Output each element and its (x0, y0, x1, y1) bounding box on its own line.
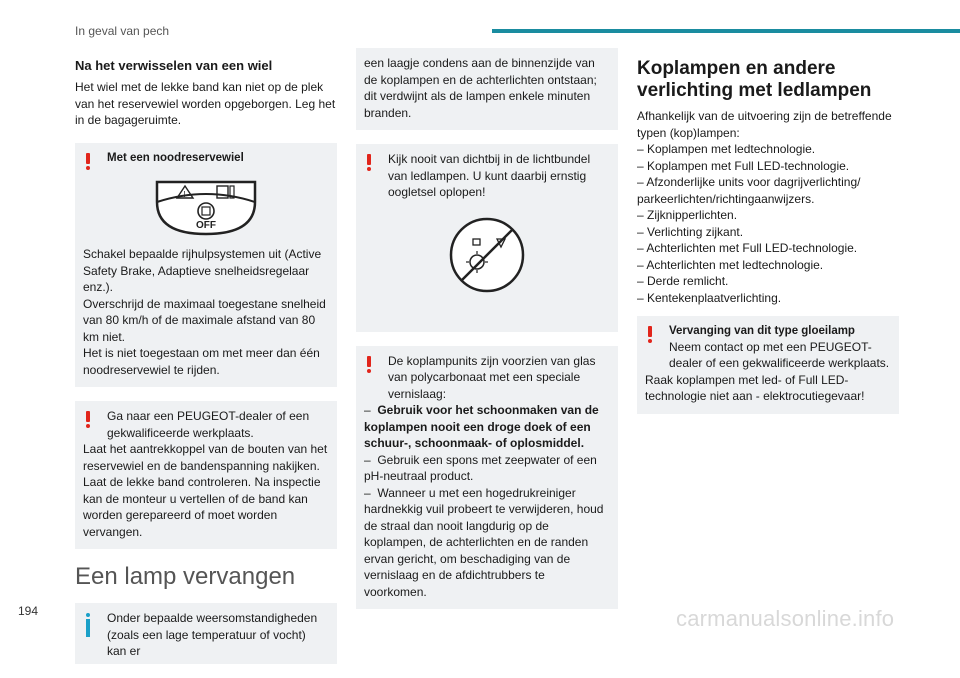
warning-bullet-2-text: Gebruik een spons met zeepwater of een pH-neutraal product. (364, 452, 597, 483)
list-item: – Achterlichten met ledtechnologie. (637, 257, 824, 272)
warning-bullet-1: – Gebruik voor het schoonmaken van de koplampen nooit een droge doek of een schuur-, schoonmaak- of oplosmiddel. (364, 403, 599, 450)
warning-icon (367, 154, 371, 170)
heading-wheel-change: Na het verwisselen van een wiel (75, 58, 273, 73)
warning-title: Vervanging van dit type gloeilamp (669, 325, 855, 337)
info-icon (86, 613, 90, 637)
watermark: carmanualsonline.info (676, 606, 895, 631)
warning-icon (86, 411, 90, 427)
list-item: – Verlichting zijkant. (637, 224, 744, 239)
warning-text-2: Overschrijd de maximaal toegestane snelheid van 80 km/h of de maximale afstand van 80 km niet. (83, 296, 326, 344)
warning-box-spare-wheel (75, 143, 337, 388)
warning-text-3: Het is niet toegestaan om met meer dan één noodreservewiel te rijden. (83, 346, 320, 377)
led-lamp-list (637, 141, 899, 306)
warning-icon (367, 356, 371, 372)
column-3 (637, 48, 899, 428)
led-intro: Afhankelijk van de uitvoering zijn de betreffende typen (kop)lampen: (637, 109, 892, 140)
running-header: In geval van pech (75, 24, 170, 38)
warning-bullet-1-text: Gebruik voor het schoonmaken van de koplampen nooit een droge doek of een schuur-, schoonmaak- of oplosmiddel. (364, 403, 599, 450)
warning-text-1: Schakel bepaalde rijhulpsystemen uit (Active Safety Brake, Adaptieve snelheidsregelaar enz.). (83, 247, 322, 294)
info-box-condensation (75, 603, 337, 664)
warning-bullet-3: – Wanneer u met een hogedrukreiniger hardnekkig vuil probeert te verwijderen, houd de straal dan nooit langdurig op de koplampen, de achterlichten en de randen ervan gericht, om beschadiging van de vernislaag en de afdichtrubbers te voorkomen. (364, 485, 604, 599)
list-item: – Zijknipperlichten. (637, 208, 738, 222)
warning-led-text: Kijk nooit van dichtbij in de lichtbundel van ledlampen. U kunt daarbij ernstig oogletsel oplopen! (388, 152, 591, 199)
list-item: – Afzonderlijke units voor dagrijverlichting/ parkeerlichten/richtingaanwijzers. (637, 175, 861, 206)
info-text: Onder bepaalde weersomstandigheden (zoals een lage temperatuur of vocht) kan er (107, 611, 318, 658)
svg-text:!: ! (183, 190, 186, 199)
warning-icon (86, 153, 90, 169)
warning-icon (648, 326, 652, 342)
list-item: – Achterlichten met Full LED-technologie. (637, 241, 858, 255)
page-number: 194 (18, 604, 39, 618)
list-item: – Kentekenplaatverlichting. (637, 290, 782, 305)
info-continued-text: een laagje condens aan de binnenzijde van de koplampen en de achterlichten ontstaan; dit verdwijnt als de lampen enkele minuten branden. (364, 56, 597, 120)
warning-text-5: Laat de lekke band controleren. Na inspectie kan de monteur u vertellen of de band kan worden gerepareerd of moet worden vervangen. (83, 475, 321, 539)
warning-bullet-3-text: Wanneer u met een hogedrukreiniger hardnekkig vuil probeert te verwijderen, houd de straal dan nooit langdurig op de koplampen, de achterlichten en de randen ervan gericht, om beschadiging van de vernislaag en de afdichtrubbers te voorkomen. (364, 485, 604, 599)
header-accent-bar (492, 29, 960, 33)
system-off-icon (151, 172, 261, 238)
warning-box-led-replace (637, 316, 899, 414)
icon-off-label: OFF (195, 220, 216, 231)
info-box-continued (356, 48, 618, 130)
list-item: – Koplampen met Full LED-technologie. (637, 158, 850, 173)
column-2 (356, 48, 618, 623)
warning-box-dealer (75, 401, 337, 549)
section-title-led: Koplampen en andere verlichting met ledlampen (637, 58, 872, 101)
warning-box-led-eye (356, 144, 618, 332)
warning-text-dealer: Neem contact op met een PEUGEOT-dealer of een gekwalificeerde werkplaats. (669, 339, 890, 370)
no-look-led-icon (447, 215, 527, 295)
section-title-lamp: Een lamp vervangen (75, 563, 296, 590)
column-1 (75, 48, 337, 678)
warning-polycarbonate-intro: De koplampunits zijn voorzien van glas van polycarbonaat met een speciale vernislaag: (388, 353, 596, 401)
list-item: – Derde remlicht. (637, 274, 729, 288)
warning-text-electrocution: Raak koplampen met led- of Full LED-technologie niet aan - elektrocutiegevaar! (645, 372, 865, 403)
list-item: – Koplampen met ledtechnologie. (637, 142, 816, 156)
warning-lead: Ga naar een PEUGEOT-dealer of een gekwalificeerde werkplaats. (107, 409, 310, 440)
intro-paragraph: Het wiel met de lekke band kan niet op de plek van het reservewiel worden opgeborgen. Leg het in de bagageruimte. (75, 80, 336, 127)
warning-title: Met een noodreservewiel (107, 151, 244, 164)
warning-box-polycarbonate (356, 346, 618, 610)
warning-bullet-2: – Gebruik een spons met zeepwater of een pH-neutraal product. (364, 452, 597, 483)
warning-text-4: Laat het aantrekkoppel van de bouten van het reservewiel en de bandenspanning nakijken. (83, 442, 328, 473)
